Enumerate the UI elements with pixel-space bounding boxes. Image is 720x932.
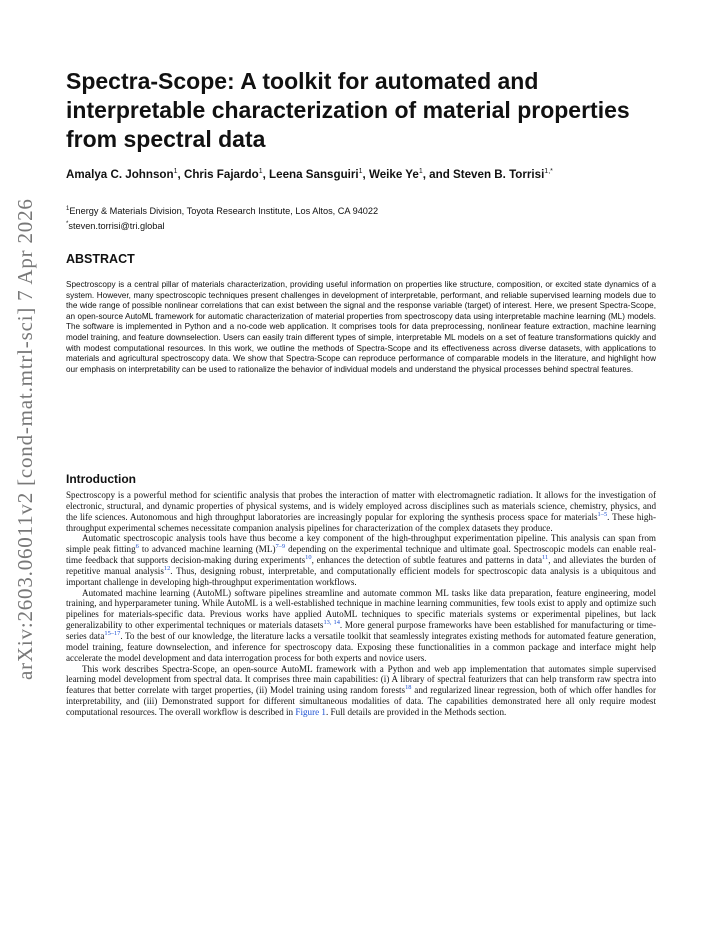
- body-text: and regularized linear regression, both of which offer handles for interpretability, and (iii) Demonstrated support for different simultaneous modalities of data. The capabilities demonstrated here all only require modest computational resources. The overall workflow is described in: [66, 685, 656, 717]
- author-affiliation-mark: 1: [418, 168, 423, 176]
- author-name: Steven B. Torrisi: [453, 168, 545, 181]
- body-paragraph: [66, 664, 656, 718]
- author-name: Weike Ye: [368, 168, 419, 181]
- body-text: to advanced machine learning (ML): [138, 544, 276, 555]
- author-name: Amalya C. Johnson: [66, 168, 174, 181]
- paper-title: Spectra-Scope: A toolkit for automated and interpretable characterization of material properties from spectral data: [66, 68, 630, 152]
- author-affiliation-mark: 1: [358, 168, 363, 176]
- affiliation-line: [66, 203, 666, 218]
- author-separator: , and: [422, 168, 454, 181]
- author-name: Leena Sansguiri: [269, 168, 359, 181]
- body-paragraph: [66, 588, 656, 664]
- body-text: . To the best of our knowledge, the literature lacks a versatile toolkit that seamlessly integrates existing methods for automated feature generation, model training, feature downselection, and inference for spectroscopy data. Exposing these functionalities in a common package and interface might help accelerate the model development and data interrogation process for both experts and novice users.: [66, 630, 656, 663]
- affiliation-text: Energy & Materials Division, Toyota Research Institute, Los Altos, CA 94022: [69, 206, 379, 217]
- body-text: Spectroscopy is a powerful method for scientific analysis that probes the interaction of matter with electromagnetic radiation. It allows for the investigation of electronic, structural, and dynamic properties of physical systems, and is widely employed across disciplines such as materials science, chemistry, physics, and the life sciences. Autonomous and high throughput laboratories are increasingly popular for exploring the synthesis process space for materials: [66, 490, 656, 522]
- citation-link[interactable]: 15–17: [104, 629, 121, 637]
- corresponding-email[interactable]: steven.torrisi@tri.global: [68, 221, 165, 232]
- email-mark: *: [66, 221, 69, 228]
- author-list: [66, 168, 666, 181]
- email-line: [66, 218, 666, 233]
- body-text: , and alleviates the burden of repetitive manual analysis: [66, 555, 656, 576]
- introduction-heading: Introduction: [66, 472, 136, 486]
- body-paragraph: [66, 490, 656, 533]
- body-text: . Full details are provided in the Methods section.: [325, 706, 507, 717]
- citation-link[interactable]: 18: [405, 684, 412, 692]
- citation-link[interactable]: 7–9: [275, 543, 286, 551]
- author-separator: ,: [177, 168, 184, 181]
- author-name: Chris Fajardo: [183, 168, 259, 181]
- arxiv-identifier: arXiv:2603.06011v2 [cond-mat.mtrl-sci] 7 Apr 2026: [13, 198, 37, 680]
- citation-link[interactable]: 10: [305, 554, 312, 562]
- body-text: This work describes Spectra-Scope, an open-source AutoML framework with a Python and web app implementation that automates simple supervised learning model development from spectral data. It comprises three main capabilities: (i) A library of spectral featurizers that can help transform raw spectra into features that better correlate with target properties, (ii) Model training using random forests: [66, 663, 656, 696]
- body-text: , enhances the detection of subtle features and patterns in data: [311, 555, 543, 566]
- citation-link[interactable]: 11: [542, 554, 549, 562]
- introduction-body: [66, 490, 656, 718]
- author-separator: ,: [262, 168, 270, 181]
- abstract-heading: ABSTRACT: [66, 252, 135, 266]
- body-text: depending on the experimental technique and ultimate goal. Spectroscopic models can enable real-time feedback that supports decision-making during experiments: [66, 544, 656, 566]
- citation-link[interactable]: 1–5: [597, 510, 608, 518]
- body-paragraph: [66, 533, 656, 587]
- author-affiliation-mark: 1,*: [544, 168, 553, 176]
- author-separator: ,: [362, 168, 369, 181]
- affiliation-mark: 1: [66, 206, 70, 212]
- author-affiliation-mark: 1: [258, 168, 263, 176]
- citation-link[interactable]: 6: [135, 543, 139, 551]
- affiliation-block: [66, 203, 666, 233]
- body-text: . These high-throughput experimental schemes necessitate companion analysis pipelines for characterization of the complex datasets they produce.: [66, 511, 656, 533]
- body-text: Automatic spectroscopic analysis tools have thus become a key component of the high-throughput experimentation pipeline. This analysis can span from simple peak fitting: [66, 533, 656, 555]
- abstract-text: Spectroscopy is a central pillar of materials characterization, providing useful information on properties like structure, composition, or excited state dynamics of a system. However, many spectroscopic techniques present challenges in development of interpretable, performant, and reliable supervised learning models due to the wide range of possible nonlinear correlations that can exist between the signal and the response variable (target) of interest. Here, we present Spectra-Scope, an open-source AutoML framework for automatic characterization of material properties from spectroscopy data using interpretable machine learning (ML) models. The software is implemented in Python and a no-code web application. It comprises tools for data preprocessing, nonlinear feature extraction, machine learning model training, and feature downselection. Users can easily train different types of simple, interpretable ML models on a set of feature transformations quickly and with modest computational resources. In this work, we outline the methods of Spectra-Scope and its effectiveness across diverse datasets, with applications to materials and agricultural spectroscopy data. We show that Spectra-Scope can reproduce performance of comparable models in the literature, and highlight how our emphasis on interpretability can be used to rationalize the behavior of individual models and understand the physical processes behind spectral features.: [66, 280, 656, 374]
- body-text: . More general purpose frameworks have been established for manufacturing or time-series data: [66, 620, 657, 641]
- citation-link[interactable]: 12: [163, 564, 171, 572]
- body-text: . Thus, designing robust, interpretable, and computationally efficient models for spectroscopic data analysis is a ubiquitous and important challenge in developing high-throughput experimentation workflows.: [66, 565, 656, 587]
- author-affiliation-mark: 1: [173, 168, 178, 176]
- citation-link[interactable]: 13, 14: [323, 619, 340, 627]
- body-text: Automated machine learning (AutoML) software pipelines streamline and automate common ML tasks like data preparation, feature engineering, model training, and hyperparameter tuning. While AutoML is a well-established technique in machine learning communities, few tools exist to apply and optimize such pipelines for materials-specific data. Previous works have applied AutoML techniques to specific materials systems or experimental pipelines, but lack generalizability to other experimental techniques or materials datasets: [66, 587, 656, 631]
- figure-reference-link[interactable]: Figure 1: [295, 706, 326, 717]
